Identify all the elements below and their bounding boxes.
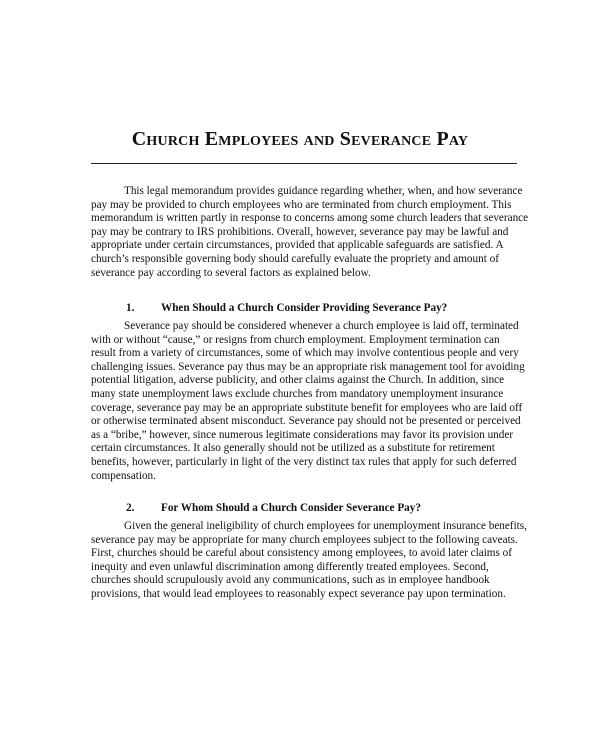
text-line: or otherwise terminated absent misconduct. Severance pay should not be presented or perceived [91, 415, 521, 428]
text-line: Severance pay should be considered whenever a church employee is laid off, terminated [124, 320, 519, 332]
text-line: certain circumstances. It also generally should not be utilized as a substitute for retirement [91, 442, 495, 455]
text-line: as a “bribe,” however, since numerous legitimate considerations may favor its provision under [91, 428, 514, 441]
text-line: with or without “cause,” or resigns from church employment. Employment termination can [91, 333, 500, 346]
section-number: 2. [126, 502, 135, 514]
text-line: churches should scrupulously avoid any communications, such as in employee handbook [91, 574, 490, 587]
document-title: Church Employees and Severance Pay [131, 128, 469, 150]
text-line: result from a variety of circumstances, some of which may involve contentious people and very [91, 347, 519, 360]
text-line: This legal memorandum provides guidance regarding whether, when, and how severance [124, 185, 523, 197]
text-line: severance pay according to several factors as explained below. [91, 266, 371, 279]
text-line: benefits, however, particularly in light of the very distinct tax rules that apply for such deferred [91, 455, 517, 468]
text-line: Given the general ineligibility of church employees for unemployment insurance benefits, [124, 520, 527, 532]
text-line: pay may be contrary to IRS prohibitions. Overall, however, severance pay may be lawful and [91, 225, 509, 238]
text-line: severance pay may be appropriate for many church employees subject to the following caveats. [91, 533, 518, 546]
section-heading-text: When Should a Church Consider Providing Severance Pay? [161, 302, 448, 314]
section-1-heading [126, 302, 447, 314]
intro-paragraph [91, 185, 529, 280]
text-line: coverage, severance pay may be an appropriate substitute benefit for employees who are laid off [91, 401, 523, 414]
section-heading-text: For Whom Should a Church Consider Severance Pay? [161, 502, 421, 514]
text-line: inequity and even unlawful discrimination among differently treated employees. Second, [91, 560, 489, 573]
section-number: 1. [126, 302, 135, 314]
text-line: compensation. [91, 469, 156, 482]
text-line: potential litigation, adverse publicity, and other claims against the Church. In addition, since [91, 374, 505, 387]
title-rule [91, 163, 517, 164]
text-line: provisions, that would lead employees to reasonably expect severance pay upon termination. [91, 587, 506, 600]
text-line: church’s responsible governing body should carefully evaluate the propriety and amount of [91, 252, 499, 265]
text-line: appropriate under certain circumstances, provided that applicable safeguards are satisfied. A [91, 239, 504, 252]
text-line: many state unemployment laws exclude churches from mandatory unemployment insurance [91, 387, 504, 400]
text-line: memorandum is written partly in response to concerns among some church leaders that severance [91, 212, 529, 225]
section-2-heading [126, 502, 421, 514]
section-1-paragraph [91, 320, 525, 483]
text-line: First, churches should be careful about consistency among employees, to avoid later claims of [91, 547, 512, 560]
section-2-paragraph [91, 520, 527, 602]
text-line: challenging issues. Severance pay thus may be an appropriate risk management tool for avoiding [91, 360, 525, 373]
text-line: pay may be provided to church employees who are terminated from church employment. This [91, 198, 512, 211]
